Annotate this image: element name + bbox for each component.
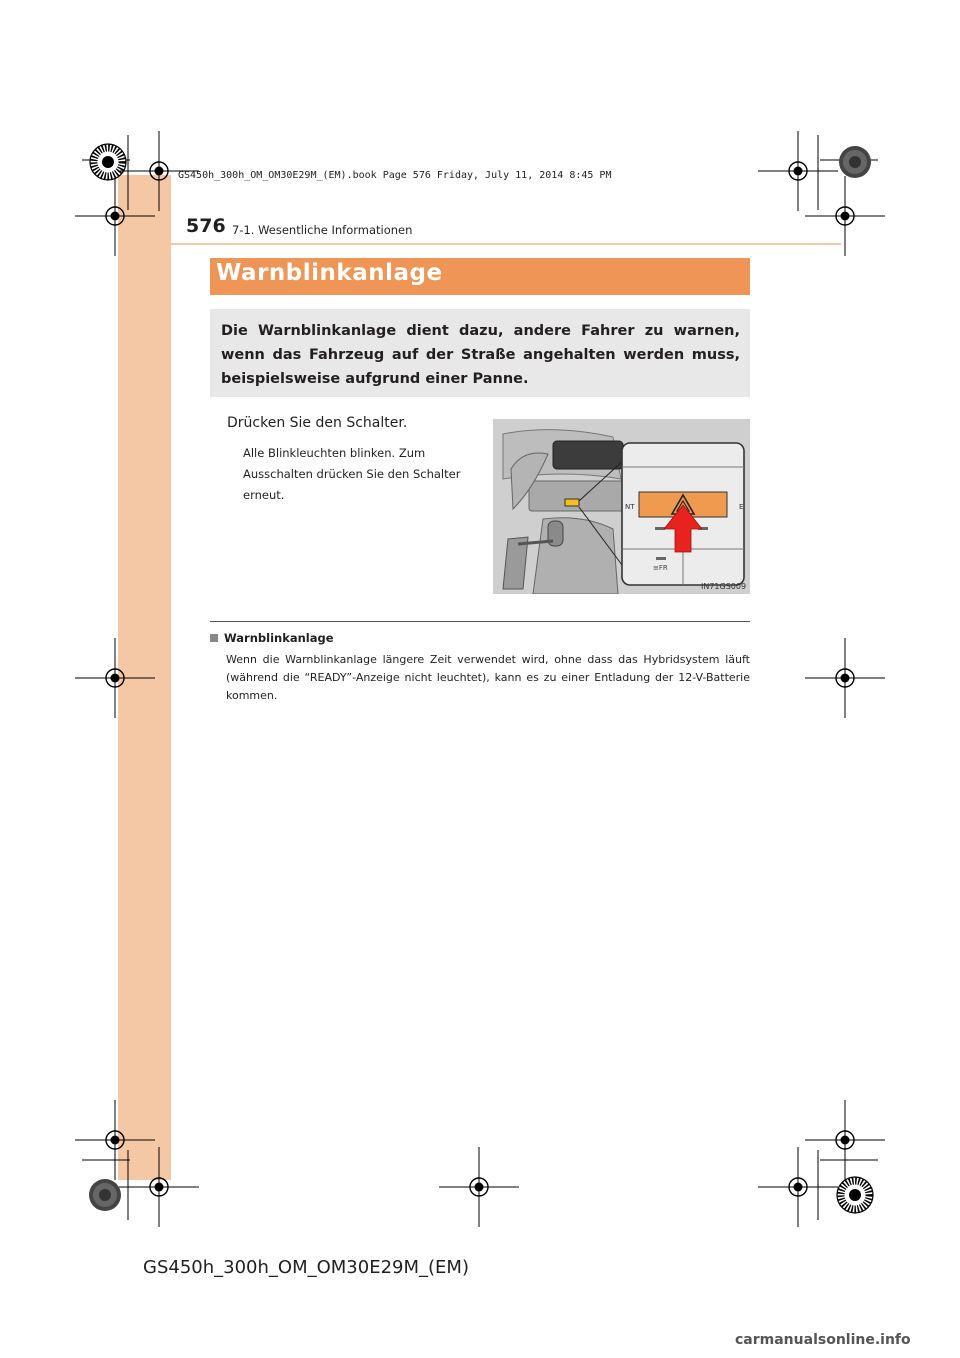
note-text: Wenn die Warnblinkanlage längere Zeit verwendet wird, ohne dass das Hybridsystem läuft (während die “READY”-Anzeige nicht leuchtet), kann es zu einer Entladung der 12-V-Batterie kommen. bbox=[226, 653, 750, 702]
note-heading-text: Warnblinkanlage bbox=[224, 631, 334, 645]
dashboard-illustration bbox=[493, 419, 750, 594]
bullet-square-icon bbox=[210, 634, 218, 642]
svg-text:≡FR: ≡FR bbox=[653, 564, 668, 572]
watermark: carmanualsonline.info bbox=[735, 1332, 911, 1348]
intro-box bbox=[210, 309, 750, 397]
page-title: Warnblinkanlage bbox=[216, 260, 443, 286]
svg-text:E: E bbox=[739, 503, 744, 511]
section-label: 7-1. Wesentliche Informationen bbox=[232, 223, 413, 237]
hazard-switch-figure bbox=[493, 419, 750, 594]
note-rule bbox=[210, 621, 750, 622]
step-instruction: Drücken Sie den Schalter. bbox=[227, 415, 408, 431]
step-note: Alle Blinkleuchten blinken. Zum Ausschalten drücken Sie den Schalter erneut. bbox=[243, 446, 461, 502]
page-number: 576 bbox=[186, 215, 226, 237]
note-heading bbox=[210, 631, 334, 645]
header-rule bbox=[118, 243, 841, 245]
figure-code: IN71GS009 bbox=[701, 582, 747, 591]
svg-text:NT: NT bbox=[625, 503, 635, 511]
footer-code: GS450h_300h_OM_OM30E29M_(EM) bbox=[143, 1257, 469, 1278]
print-header: GS450h_300h_OM_OM30E29M_(EM).book Page 576 Friday, July 11, 2014 8:45 PM bbox=[178, 170, 612, 181]
intro-text: Die Warnblinkanlage dient dazu, andere Fahrer zu warnen, wenn das Fahrzeug auf der Straße angehalten werden muss, beispielsweise aufgrund einer Panne. bbox=[221, 323, 740, 387]
